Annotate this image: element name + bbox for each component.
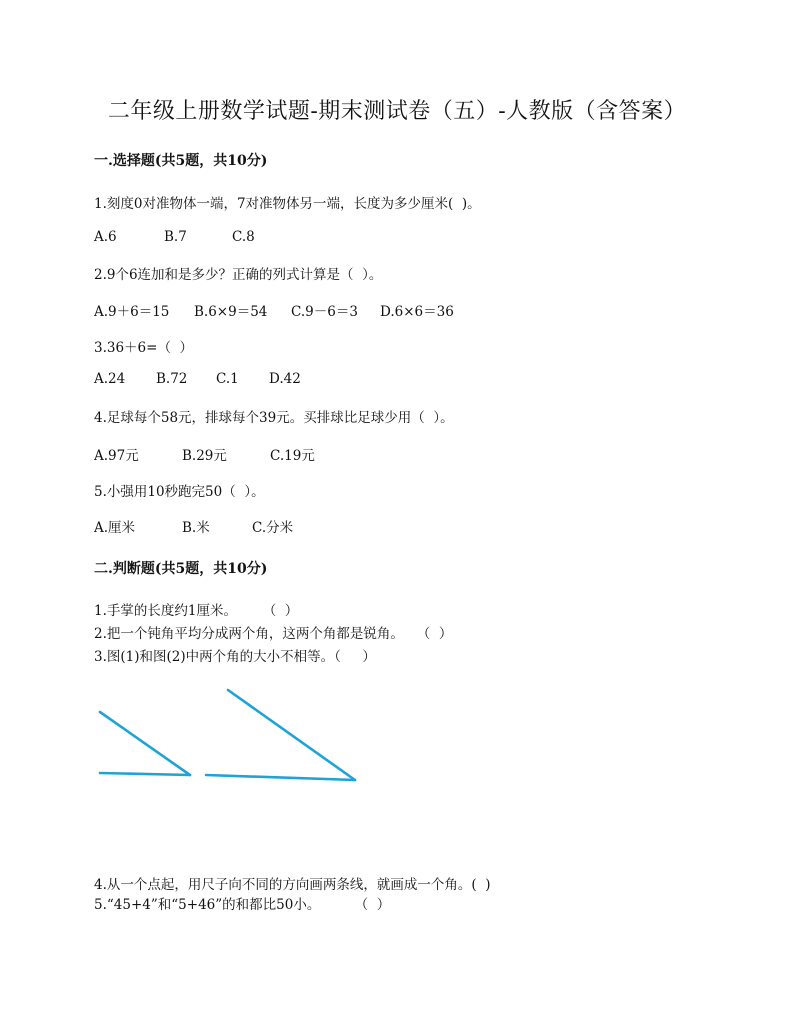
angle-1-ray [100, 773, 190, 775]
option: A.24 [94, 371, 126, 387]
question-text: 5.小强用10秒跑完50（ ）。 [94, 484, 265, 500]
option: D.6×6＝36 [380, 304, 454, 320]
judge-item: 3.图(1)和图(2)中两个角的大小不相等。（ ） [94, 649, 376, 665]
options-row [94, 229, 255, 245]
angle-1 [100, 712, 190, 775]
judge-item: 5.“45+4”和“5+46”的和都比50小。 （ ） [94, 897, 391, 913]
option: B.7 [164, 229, 187, 245]
option: B.米 [182, 520, 210, 536]
option: C.1 [216, 371, 239, 387]
option: B.6×9＝54 [194, 304, 268, 320]
option: B.72 [156, 371, 188, 387]
angle-2-ray [206, 775, 355, 780]
angle-2-ray [228, 690, 355, 780]
judge-item: 1.手掌的长度约1厘米。 （ ） [94, 603, 299, 619]
section-heading-choice: 一.选择题(共5题，共10分) [94, 153, 268, 169]
option: B.29元 [182, 448, 227, 464]
options-row [94, 444, 315, 464]
judge-item: 2.把一个钝角平均分成两个角，这两个角都是锐角。 （ ） [94, 626, 453, 642]
option: C.19元 [270, 448, 315, 464]
options-row [94, 371, 301, 387]
angle-figure [90, 680, 370, 790]
question-text: 4.足球每个58元，排球每个39元。买排球比足球少用（ ）。 [94, 410, 454, 426]
question-text: 1.刻度0对准物体一端，7对准物体另一端，长度为多少厘米( )。 [94, 196, 481, 212]
option: D.42 [269, 371, 301, 387]
option: C.9－6＝3 [291, 304, 358, 320]
angle-1-ray [100, 712, 190, 775]
section-heading-judge: 二.判断题(共5题，共10分) [94, 561, 268, 577]
question-text: 2.9个6连加和是多少？正确的列式计算是（ ）。 [94, 267, 383, 283]
option: A.厘米 [94, 520, 136, 536]
option: C.8 [232, 229, 255, 245]
question-text: 3.36＋6=（ ） [94, 340, 194, 356]
option: A.6 [94, 229, 117, 245]
angle-2 [206, 690, 355, 780]
option: A.9＋6＝15 [94, 304, 170, 320]
option: C.分米 [252, 520, 294, 536]
options-row [94, 516, 293, 536]
judge-item: 4.从一个点起，用尺子向不同的方向画两条线，就画成一个角。( ) [94, 877, 491, 893]
option: A.97元 [94, 448, 139, 464]
page-title: 二年级上册数学试题-期末测试卷（五）-人教版（含答案） [107, 99, 687, 124]
options-row [94, 300, 454, 320]
